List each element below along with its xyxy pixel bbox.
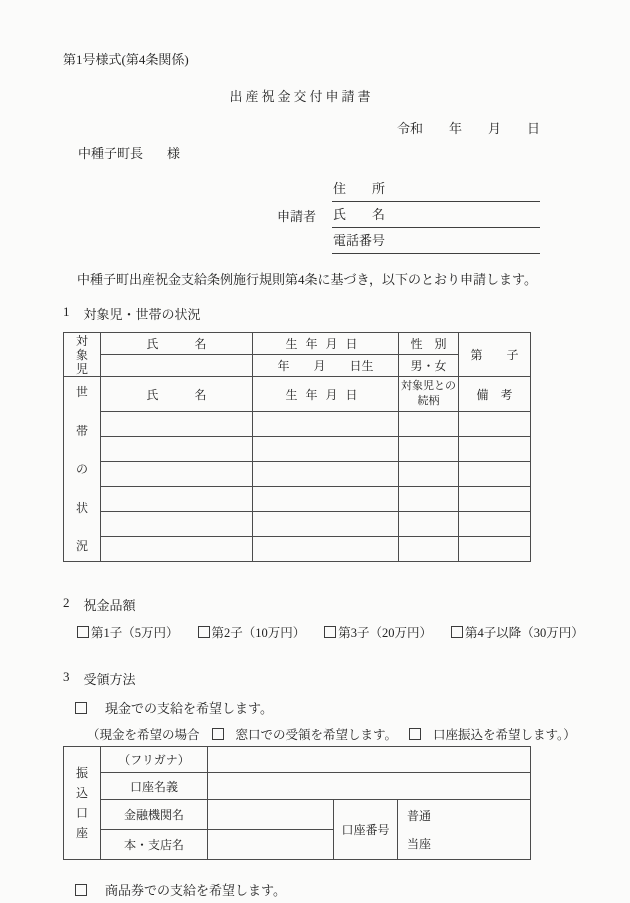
option-third-child[interactable] bbox=[324, 623, 432, 641]
checkbox-icon[interactable] bbox=[451, 626, 463, 638]
account-type-cell bbox=[398, 800, 531, 860]
household-row bbox=[64, 437, 531, 462]
applicant-label: 申請者 bbox=[277, 208, 317, 224]
household-row-label: 世 帯 の 状 況 bbox=[75, 385, 88, 553]
household-name-cell[interactable] bbox=[101, 537, 253, 562]
status-table bbox=[63, 332, 531, 562]
child-row-label-cell bbox=[64, 333, 101, 377]
child-order-header: 第 子 bbox=[459, 333, 531, 377]
section3-heading bbox=[63, 669, 540, 688]
month-label: 月 bbox=[487, 121, 501, 136]
child-birth-header: 生年月日 bbox=[253, 333, 399, 355]
household-relation-cell[interactable] bbox=[399, 537, 459, 562]
date-line bbox=[63, 118, 540, 137]
gift-amount-options bbox=[63, 623, 584, 641]
household-row bbox=[64, 462, 531, 487]
option-label: 第3子（20万円） bbox=[338, 626, 433, 640]
household-relation-cell[interactable] bbox=[399, 462, 459, 487]
household-relation-cell[interactable] bbox=[399, 512, 459, 537]
addressee-line bbox=[63, 143, 540, 162]
addressee-name: 中種子町長 bbox=[78, 146, 144, 161]
household-name-header: 氏 名 bbox=[101, 377, 253, 412]
child-sex-header: 性 別 bbox=[399, 333, 459, 355]
section2-number: 2 bbox=[63, 595, 70, 610]
household-birth-cell[interactable] bbox=[253, 537, 399, 562]
household-relation-header: 対象児との続柄 bbox=[399, 377, 459, 412]
household-note-cell[interactable] bbox=[459, 462, 531, 487]
checkbox-icon[interactable] bbox=[409, 728, 421, 740]
household-name-cell[interactable] bbox=[101, 512, 253, 537]
applicant-block bbox=[277, 176, 540, 254]
household-birth-cell[interactable] bbox=[253, 487, 399, 512]
household-row bbox=[64, 412, 531, 437]
furigana-label: （フリガナ） bbox=[101, 747, 208, 773]
checkbox-icon[interactable] bbox=[324, 626, 336, 638]
section3-title: 受領方法 bbox=[83, 672, 136, 687]
household-relation-cell[interactable] bbox=[399, 412, 459, 437]
intro-sentence: 中種子町出産祝金支給条例施行規則第4条に基づき，以下のとおり申請します。 bbox=[77, 272, 537, 287]
checkbox-icon[interactable] bbox=[75, 884, 87, 896]
section1-number: 1 bbox=[63, 304, 70, 319]
institution-input-cell[interactable] bbox=[208, 800, 334, 830]
checkbox-icon[interactable] bbox=[75, 702, 87, 714]
household-note-cell[interactable] bbox=[459, 412, 531, 437]
address-field[interactable] bbox=[332, 176, 540, 202]
cash-note-prefix: （現金を希望の場合 bbox=[87, 728, 200, 742]
cash-option-line bbox=[63, 698, 540, 717]
household-note-cell[interactable] bbox=[459, 537, 531, 562]
holder-label: 口座名義 bbox=[101, 773, 208, 800]
furigana-input-cell[interactable] bbox=[208, 747, 531, 773]
household-birth-header: 生年月日 bbox=[253, 377, 399, 412]
household-birth-cell[interactable] bbox=[253, 412, 399, 437]
child-birth-input-cell[interactable]: 年 月 日生 bbox=[253, 355, 399, 377]
household-row bbox=[64, 512, 531, 537]
household-name-cell[interactable] bbox=[101, 412, 253, 437]
checkbox-icon[interactable] bbox=[77, 626, 89, 638]
phone-field[interactable] bbox=[332, 228, 540, 254]
household-note-cell[interactable] bbox=[459, 512, 531, 537]
household-birth-cell[interactable] bbox=[253, 462, 399, 487]
account-type-current[interactable]: 当座 bbox=[407, 837, 432, 851]
checkbox-icon[interactable] bbox=[198, 626, 210, 638]
bank-row-label: 振 込 口 座 bbox=[75, 766, 88, 840]
option-label: 第2子（10万円） bbox=[211, 626, 306, 640]
bank-row-label-cell bbox=[64, 747, 101, 860]
household-name-cell[interactable] bbox=[101, 462, 253, 487]
holder-input-cell[interactable] bbox=[208, 773, 531, 800]
checkbox-icon[interactable] bbox=[212, 728, 224, 740]
day-label: 日 bbox=[526, 121, 540, 136]
child-name-input-cell[interactable] bbox=[101, 355, 253, 377]
institution-label: 金融機関名 bbox=[101, 800, 208, 830]
name-label: 氏 名 bbox=[333, 207, 386, 222]
applicant-fields bbox=[332, 176, 540, 254]
form-number: 第1号様式(第4条関係) bbox=[63, 52, 189, 67]
household-relation-cell[interactable] bbox=[399, 437, 459, 462]
section3-number: 3 bbox=[63, 669, 70, 684]
option-label: 第4子以降（30万円） bbox=[465, 626, 584, 640]
child-name-header: 氏 名 bbox=[101, 333, 253, 355]
household-relation-cell[interactable] bbox=[399, 487, 459, 512]
option-first-child[interactable] bbox=[77, 623, 179, 641]
voucher-option-line bbox=[63, 880, 540, 899]
era-label: 令和 bbox=[396, 121, 423, 136]
year-label: 年 bbox=[448, 121, 462, 136]
option-label: 第1子（5万円） bbox=[91, 626, 179, 640]
window-option-label: 窓口での受領を希望します。 bbox=[235, 728, 398, 742]
transfer-option-label: 口座振込を希望します。） bbox=[433, 728, 576, 742]
name-field[interactable] bbox=[332, 202, 540, 228]
household-note-cell[interactable] bbox=[459, 487, 531, 512]
branch-input-cell[interactable] bbox=[208, 830, 334, 860]
address-label: 住 所 bbox=[333, 181, 386, 196]
household-row bbox=[64, 537, 531, 562]
page-title: 出産祝金交付申請書 bbox=[229, 89, 374, 104]
child-row-label: 対 象 児 bbox=[75, 333, 88, 376]
phone-label: 電話番号 bbox=[333, 233, 386, 248]
addressee-honorific: 様 bbox=[167, 146, 181, 161]
household-birth-cell[interactable] bbox=[253, 512, 399, 537]
option-fourth-child[interactable] bbox=[451, 623, 584, 641]
section1-title: 対象児・世帯の状況 bbox=[83, 307, 201, 322]
household-row-label-cell bbox=[64, 377, 101, 562]
bank-account-table bbox=[63, 746, 531, 860]
household-note-header: 備 考 bbox=[459, 377, 531, 412]
cash-note-line bbox=[63, 725, 576, 743]
option-second-child[interactable] bbox=[198, 623, 306, 641]
section2-title: 祝金品額 bbox=[83, 598, 136, 613]
branch-label: 本・支店名 bbox=[101, 830, 208, 860]
voucher-option-label: 商品券での支給を希望します。 bbox=[105, 883, 286, 898]
section2-heading bbox=[63, 595, 540, 614]
household-birth-cell[interactable] bbox=[253, 437, 399, 462]
household-row bbox=[64, 487, 531, 512]
account-no-label: 口座番号 bbox=[334, 800, 398, 860]
account-type-ordinary[interactable]: 普通 bbox=[407, 809, 432, 823]
household-note-cell[interactable] bbox=[459, 437, 531, 462]
section1-heading bbox=[63, 304, 540, 323]
household-name-cell[interactable] bbox=[101, 487, 253, 512]
child-sex-input-cell[interactable]: 男・女 bbox=[399, 355, 459, 377]
household-name-cell[interactable] bbox=[101, 437, 253, 462]
cash-option-label: 現金での支給を希望します。 bbox=[105, 701, 273, 716]
